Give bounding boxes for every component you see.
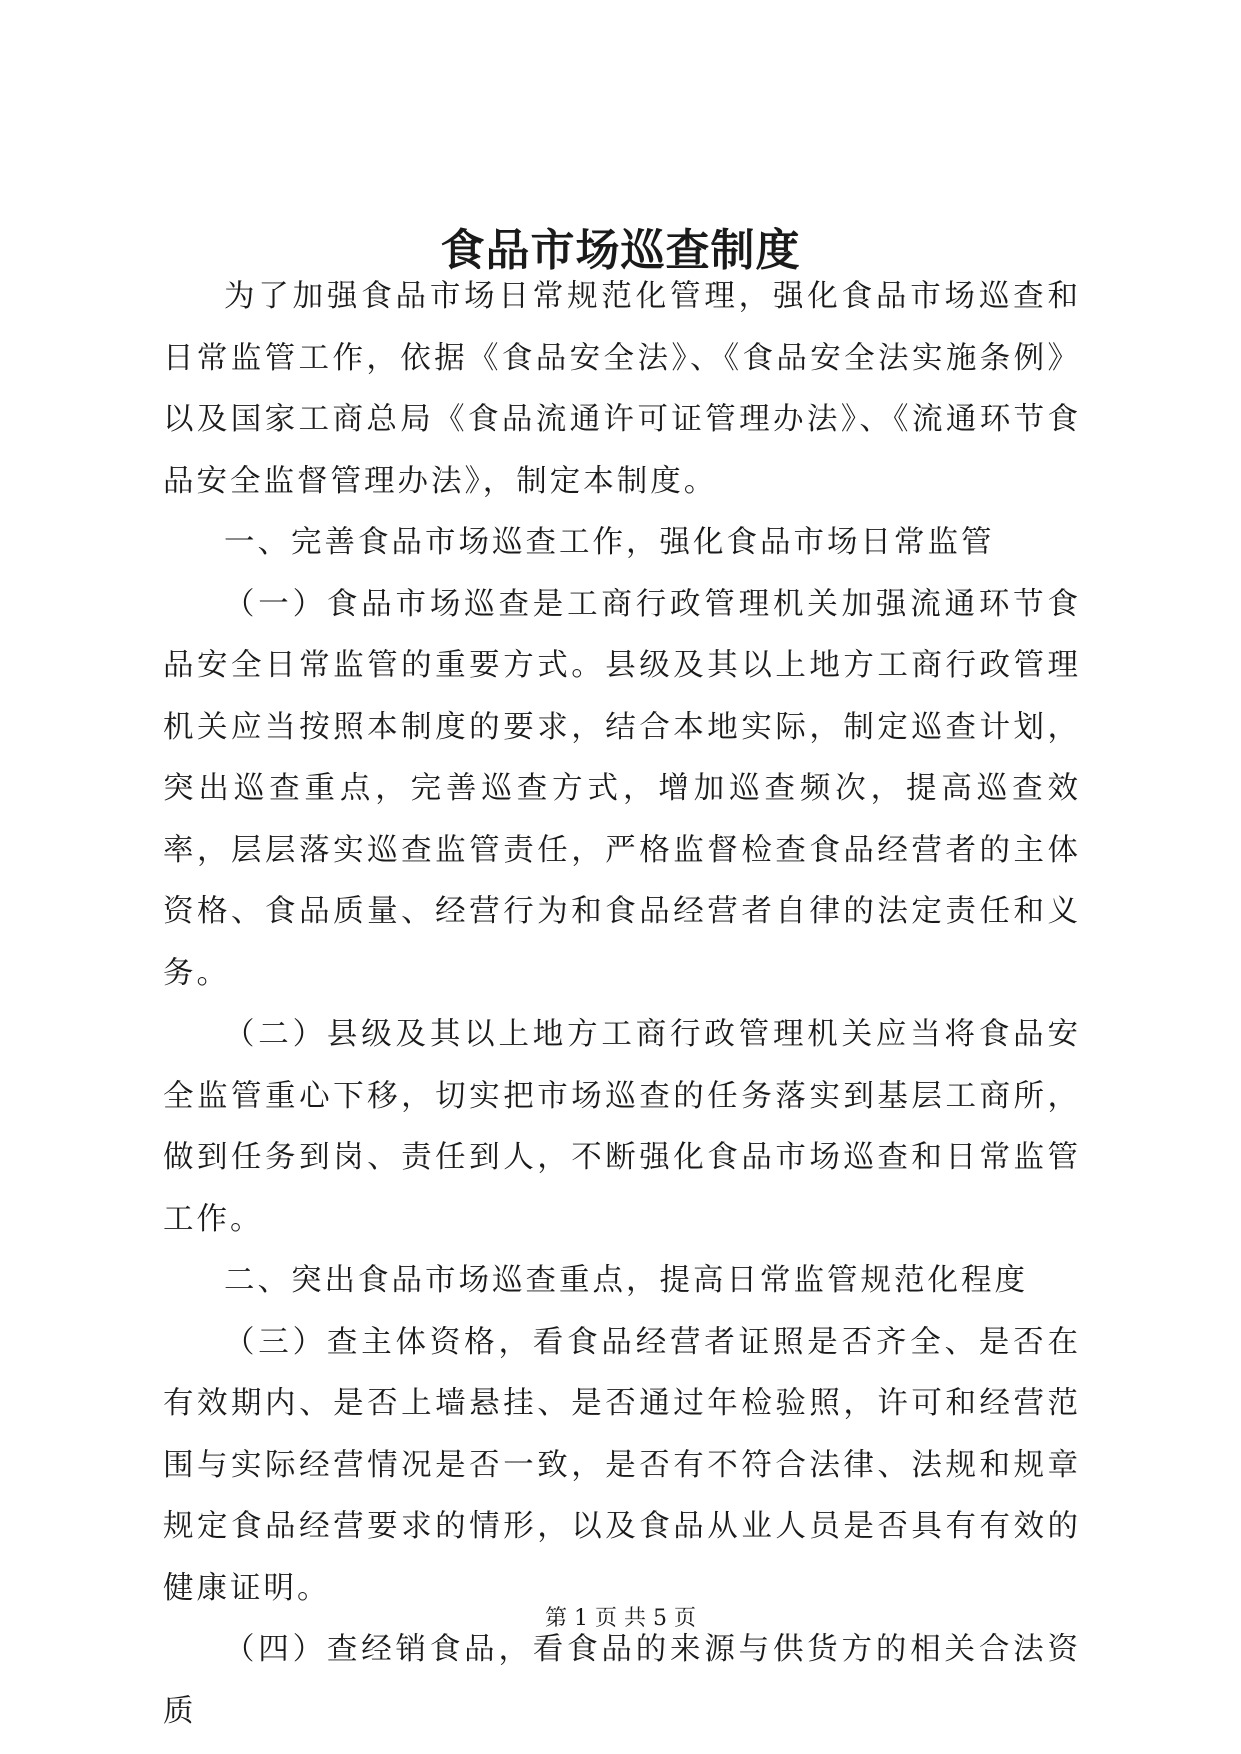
intro-paragraph: 为了加强食品市场日常规范化管理，强化食品市场巡查和日常监管工作，依据《食品安全法》、《食品安全法实施条例》以及国家工商总局《食品流通许可证管理办法》、《流通环节食品安全监督管理办法》，制定本制度。 (163, 279, 1081, 499)
clause-1-paragraph: （一）食品市场巡查是工商行政管理机关加强流通环节食品安全日常监管的重要方式。县级及其以上地方工商行政管理机关应当按照本制度的要求，结合本地实际，制定巡查计划，突出巡查重点，完善巡查方式，增加巡查频次，提高巡查效率，层层落实巡查监管责任，严格监督检查食品经营者的主体资格、食品质量、经营行为和食品经营者自律的法定责任和义务。 (163, 586, 1081, 991)
section-heading-1: 一、完善食品市场巡查工作，强化食品市场日常监管 (224, 525, 995, 560)
section-heading-2: 二、突出食品市场巡查重点，提高日常监管规范化程度 (224, 1263, 1028, 1298)
document-title: 食品市场巡查制度 (440, 225, 801, 276)
document-body (163, 266, 1081, 1742)
clause-3-paragraph: （三）查主体资格，看食品经营者证照是否齐全、是否在有效期内、是否上墙悬挂、是否通过年检验照，许可和经营范围与实际经营情况是否一致，是否有不符合法律、法规和规章规定食品经营要求的情形，以及食品从业人员是否具有有效的健康证明。 (163, 1324, 1081, 1606)
clause-4-paragraph: （四）查经销食品，看食品的来源与供货方的相关合法资质 (163, 1632, 1081, 1729)
clause-2-paragraph: （二）县级及其以上地方工商行政管理机关应当将食品安全监管重心下移，切实把市场巡查的任务落实到基层工商所，做到任务到岗、责任到人，不断强化食品市场巡查和日常监管工作。 (163, 1017, 1081, 1237)
page-number-footer: 第 1 页 共 5 页 (545, 1606, 696, 1631)
